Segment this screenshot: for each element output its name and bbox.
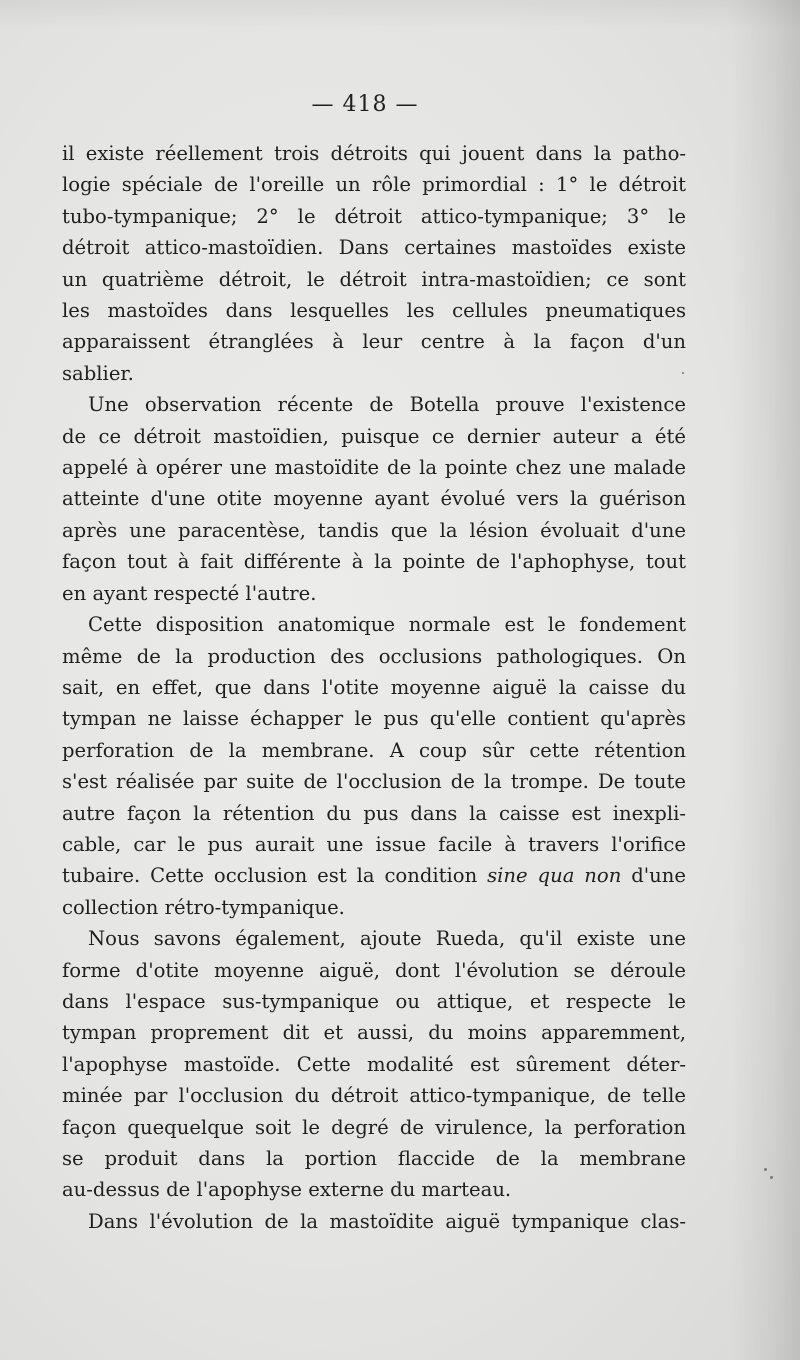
text-line: collection rétro-tympanique. (62, 895, 345, 919)
paragraph (62, 609, 686, 923)
paragraph (62, 138, 686, 389)
text-line: autre façon la rétention du pus dans la caisse est inexpli- (62, 801, 686, 825)
text-line: au-dessus de l'apophyse externe du marteau. (62, 1178, 512, 1202)
italic-phrase: sine qua non (487, 864, 622, 888)
text-line: de ce détroit mastoïdien, puisque ce dernier auteur a été (62, 424, 686, 448)
text-line: cable, car le pus aurait une issue facile à travers l'orifice (62, 832, 686, 856)
text-line: minée par l'occlusion du détroit attico-tympanique, de telle (62, 1084, 686, 1108)
text-line: façon quequelque soit le degré de virulence, la perforation (62, 1115, 686, 1139)
text-line: appelé à opérer une mastoïdite de la pointe chez une malade (62, 456, 686, 480)
text-line: sait, en effet, que dans l'otite moyenne aiguë la caisse du (62, 675, 686, 699)
text-line: les mastoïdes dans lesquelles les cellules pneumatiques (62, 299, 686, 323)
text-line: tubo-tympanique; 2° le détroit attico-tympanique; 3° le (62, 204, 686, 228)
text-line: Dans l'évolution de la mastoïdite aiguë tympanique clas- (88, 1209, 686, 1233)
text-line: se produit dans la portion flaccide de la membrane (62, 1147, 686, 1170)
text-line: atteinte d'une otite moyenne ayant évolué vers la guérison (62, 487, 686, 511)
page-number: — 418 — (311, 92, 419, 117)
text-line: détroit attico-mastoïdien. Dans certaines mastoïdes existe (62, 236, 686, 260)
text-line: Une observation récente de Botella prouve l'existence (88, 393, 686, 417)
text-line: tympan ne laisse échapper le pus qu'elle contient qu'après (62, 707, 686, 731)
paragraph (62, 389, 686, 609)
text-line: l'apophyse mastoïde. Cette modalité est sûrement déter- (62, 1052, 686, 1076)
text-line: sablier. (62, 361, 134, 385)
body-text (62, 138, 686, 1237)
paper-speck (770, 1176, 773, 1179)
text-line: après une paracentèse, tandis que la lésion évoluait d'une (62, 518, 686, 542)
text-line: un quatrième détroit, le détroit intra-mastoïdien; ce sont (62, 267, 686, 291)
paragraph (62, 923, 686, 1206)
paper-speck (764, 1168, 767, 1171)
paper-speck (682, 372, 684, 374)
paragraph (62, 1206, 686, 1237)
text-line: même de la production des occlusions pathologiques. On (62, 644, 686, 668)
page-top-shadow (0, 0, 800, 30)
text-line: Cette disposition anatomique normale est le fondement (88, 613, 686, 637)
text-line: tubaire. Cette occlusion est la condition sine qua non d'une (62, 864, 686, 888)
text-line: forme d'otite moyenne aiguë, dont l'évolution se déroule (62, 958, 686, 982)
text-line: en ayant respecté l'autre. (62, 581, 317, 605)
text-line: Nous savons également, ajoute Rueda, qu'il existe une (88, 927, 686, 951)
text-line: apparaissent étranglées à leur centre à la façon d'un (62, 330, 686, 354)
text-line: façon tout à fait différente à la pointe de l'aphophyse, tout (62, 550, 686, 574)
text-line: perforation de la membrane. A coup sûr cette rétention (62, 738, 686, 762)
page-edge-shadow (730, 0, 800, 1360)
text-line: s'est réalisée par suite de l'occlusion de la trompe. De toute (62, 770, 686, 794)
text-line: dans l'espace sus-tympanique ou attique, et respecte le (62, 989, 686, 1013)
text-line: il existe réellement trois détroits qui jouent dans la patho- (62, 142, 686, 165)
text-line: logie spéciale de l'oreille un rôle primordial : 1° le détroit (62, 173, 686, 197)
text-line: tympan proprement dit et aussi, du moins apparemment, (62, 1021, 686, 1045)
